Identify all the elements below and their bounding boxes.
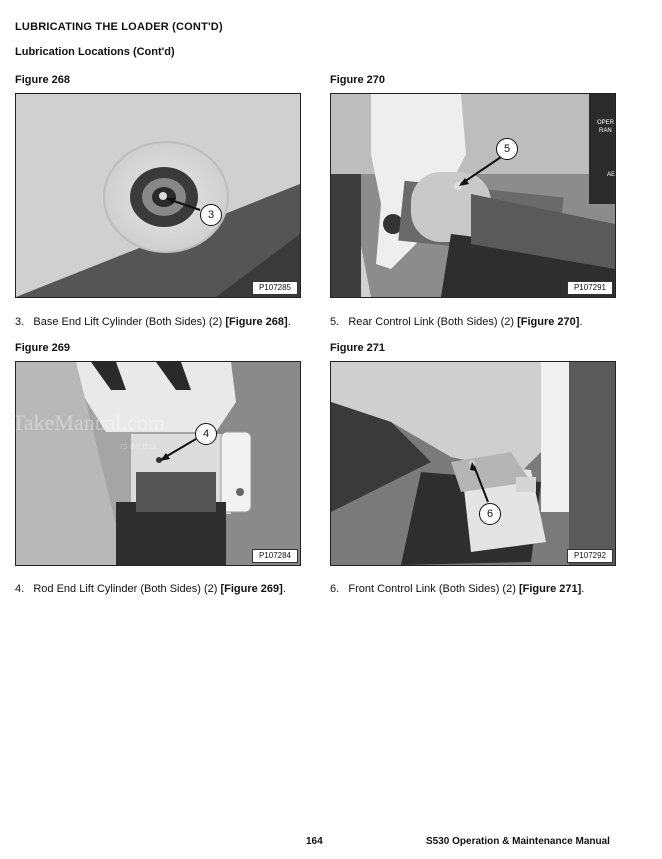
figure-271-photo bbox=[330, 361, 616, 566]
figure-268-photo bbox=[15, 93, 301, 298]
watermark: TakeManual.com bbox=[12, 410, 166, 435]
caption-5: 5. Rear Control Link (Both Sides) (2) [Figure 270]. bbox=[330, 316, 583, 328]
caption-number: 5. bbox=[330, 316, 340, 328]
callout-6: 6 bbox=[479, 503, 501, 525]
caption-text: Rear Control Link (Both Sides) (2) bbox=[348, 316, 518, 328]
figure-269-photo bbox=[15, 361, 301, 566]
decal-text: AE bbox=[607, 172, 616, 178]
page-title: LUBRICATING THE LOADER (CONT'D) bbox=[15, 21, 223, 33]
page-number: 164 bbox=[306, 836, 323, 847]
figure-270-photo bbox=[330, 93, 616, 298]
photo-code: P107292 bbox=[567, 549, 613, 563]
caption-3: 3. Base End Lift Cylinder (Both Sides) (2) [Figure 268]. bbox=[15, 316, 291, 328]
figure-271-label: Figure 271 bbox=[330, 342, 386, 354]
figure-268-label: Figure 268 bbox=[15, 74, 71, 86]
caption-number: 3. bbox=[15, 316, 25, 328]
figure-270-label: Figure 270 bbox=[330, 74, 386, 86]
caption-number: 4. bbox=[15, 583, 25, 595]
caption-6: 6. Front Control Link (Both Sides) (2) [Figure 271]. bbox=[330, 583, 585, 595]
figure-reference: [Figure 270] bbox=[517, 316, 580, 328]
manual-title: S530 Operation & Maintenance Manual bbox=[426, 836, 610, 847]
caption-number: 6. bbox=[330, 583, 340, 595]
caption-text: Rod End Lift Cylinder (Both Sides) (2) bbox=[33, 583, 221, 595]
caption-text: Front Control Link (Both Sides) (2) bbox=[348, 583, 519, 595]
caption-text: Base End Lift Cylinder (Both Sides) (2) bbox=[33, 316, 226, 328]
decal-text: OPER bbox=[597, 120, 615, 126]
figure-reference: [Figure 269] bbox=[220, 583, 283, 595]
figure-269-label: Figure 269 bbox=[15, 342, 71, 354]
photo-code: P107284 bbox=[252, 549, 298, 563]
figure-reference: [Figure 271] bbox=[518, 583, 582, 595]
decal-text: RAN bbox=[599, 128, 612, 134]
photo-code: P107285 bbox=[252, 281, 298, 295]
figure-reference: [Figure 268] bbox=[225, 316, 288, 328]
callout-3: 3 bbox=[200, 204, 222, 226]
section-subtitle: Lubrication Locations (Cont'd) bbox=[15, 46, 175, 58]
watermark-sub: rs on this bbox=[120, 441, 157, 451]
callout-4: 4 bbox=[195, 423, 217, 445]
photo-code: P107291 bbox=[567, 281, 613, 295]
caption-4: 4. Rod End Lift Cylinder (Both Sides) (2) [Figure 269]. bbox=[15, 583, 286, 595]
callout-5: 5 bbox=[496, 138, 518, 160]
